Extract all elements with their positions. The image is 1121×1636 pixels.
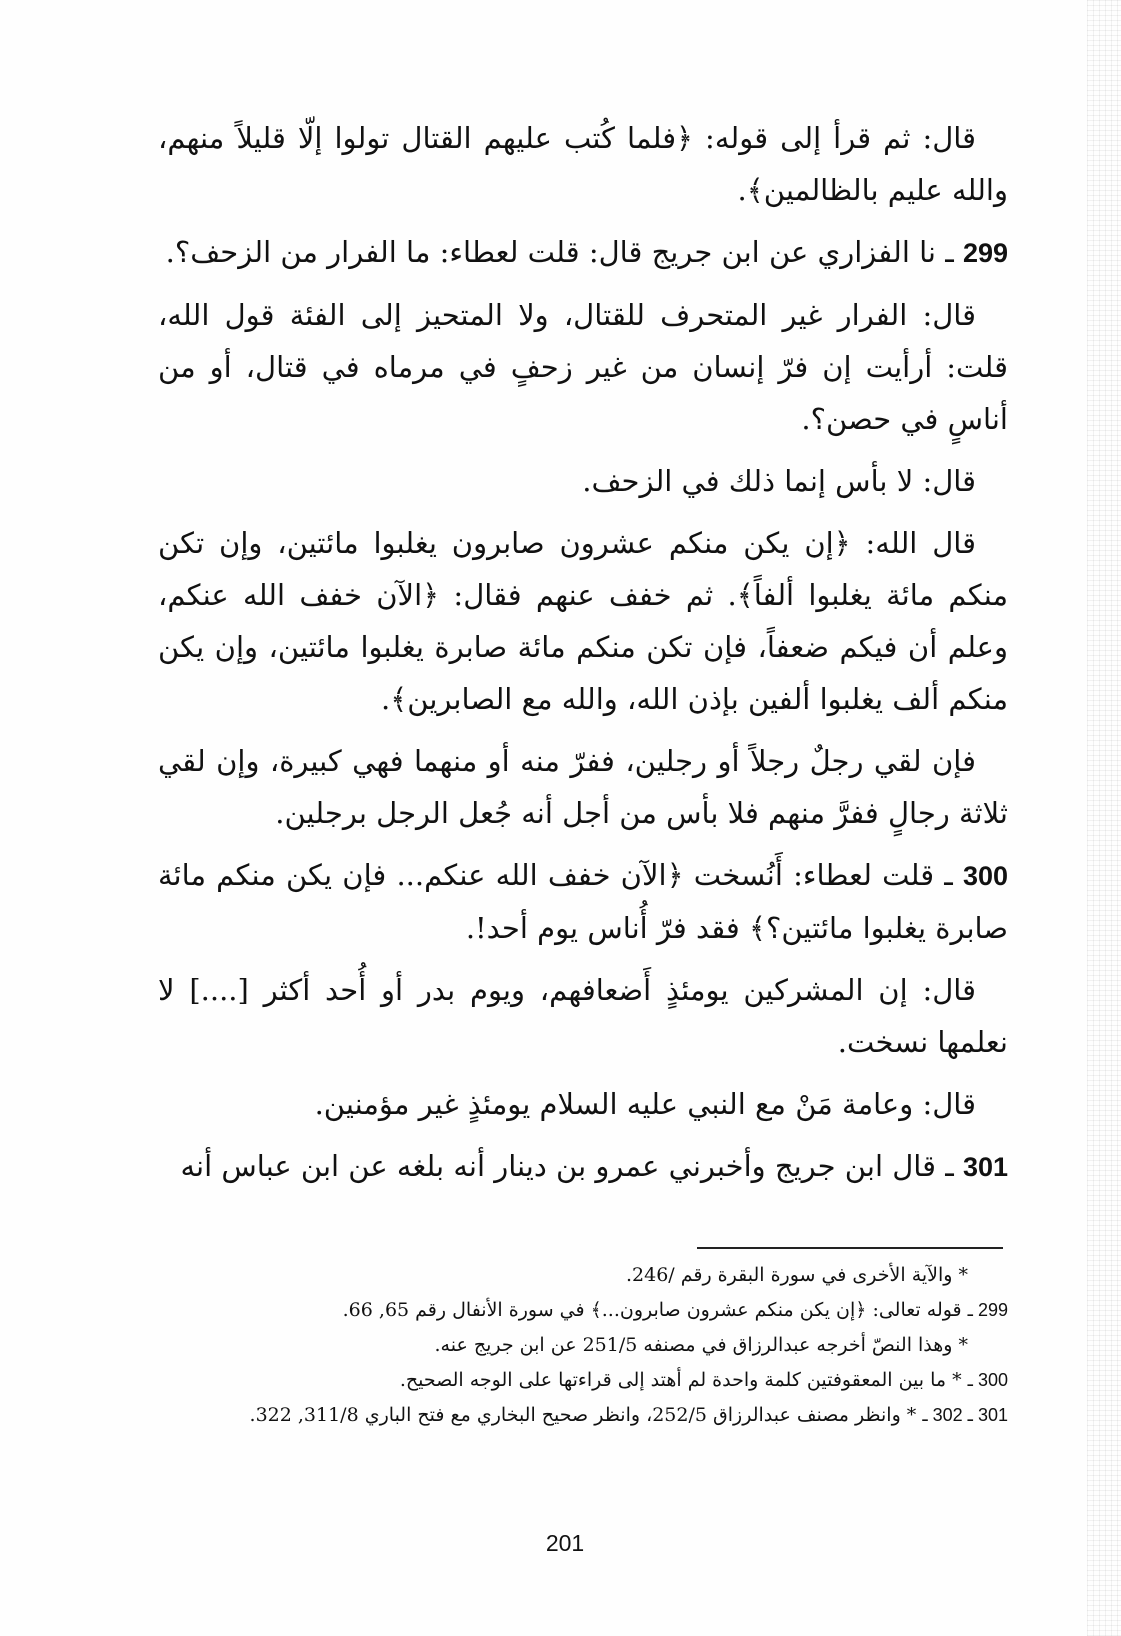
hadith-number: 299 [962, 238, 1008, 268]
page-number: 201 [545, 1530, 585, 1556]
footnote [158, 1363, 1008, 1398]
paragraph-text: فإن لقي رجلٌ رجلاً أو رجلين، ففرّ منه أو منهما فهي كبيرة، وإن لقي ثلاثة رجالٍ ففرَّ منهم فلا بأس من أجل أنه جُعل الرجل برجلين. [158, 744, 1008, 830]
paragraph-301 [158, 1140, 1008, 1193]
paragraph [158, 1078, 1008, 1130]
hadith-number: 300 [962, 861, 1008, 891]
paragraph-300 [158, 849, 1008, 954]
paragraph [158, 112, 1008, 216]
footnote-label: 299 ـ [967, 1300, 1008, 1320]
paragraph-text: قال: وعامة مَنْ مع النبي عليه السلام يومئذٍ غير مؤمنين. [314, 1087, 976, 1121]
footnote-label: 300 ـ [967, 1370, 1008, 1390]
paragraph [158, 289, 1008, 445]
footnote [158, 1293, 1008, 1328]
hadith-number: 301 [962, 1152, 1008, 1182]
footnote-text: * ما بين المعقوفتين كلمة واحدة لم أهتد إلى قراءتها على الوجه الصحيح. [399, 1369, 968, 1391]
paragraph [158, 964, 1008, 1068]
footnote [158, 1328, 1008, 1363]
footnote-divider [697, 1247, 1003, 1249]
paragraph-text: قال: إن المشركين يومئذٍ أَضعافهم، ويوم بدر أو أُحد أكثر [....] لا نعلمها نسخت. [158, 973, 1008, 1059]
footnote-label: 301 ـ 302 ـ [922, 1405, 1008, 1425]
footnote [158, 1398, 1008, 1433]
paragraph-text: قال: الفرار غير المتحرف للقتال، ولا المتحيز إلى الفئة قول الله، قلت: أرأيت إن فرّ إنسان من غير زحفٍ في مرماه في قتال، أو من أناسٍ في حصن؟. [158, 298, 1008, 436]
scan-edge-noise [1087, 0, 1121, 1636]
paragraph-text: قال: ثم قرأ إلى قوله: ﴿فلما كُتب عليهم القتال تولوا إلّا قليلاً منهم، والله عليم بالظالمين﴾. [158, 121, 1008, 207]
footnote-text: * وانظر مصنف عبدالرزاق 252/5، وانظر صحيح البخاري مع فتح الباري 311/8, 322. [249, 1404, 923, 1426]
paragraph-text: ـ قال ابن جريج وأخبرني عمرو بن دينار أنه بلغه عن ابن عباس أنه [180, 1149, 963, 1183]
footnote-text: قوله تعالى: ﴿إن يكن منكم عشرون صابرون...﴾ في سورة الأنفال رقم 65, 66. [342, 1299, 968, 1321]
paragraph-299 [158, 226, 1008, 279]
paragraph-text: قال: لا بأس إنما ذلك في الزحف. [582, 464, 976, 498]
footnote [158, 1258, 1008, 1293]
footnote-text: * والآية الأخرى في سورة البقرة رقم /246. [625, 1264, 968, 1286]
paragraph-text: ـ نا الفزاري عن ابن جريج قال: قلت لعطاء: ما الفرار من الزحف؟. [165, 235, 963, 269]
paragraph [158, 517, 1008, 725]
paragraph-text: ـ قلت لعطاء: أَنُسخت ﴿الآن خفف الله عنكم... فإن يكن منكم مائة صابرة يغلبوا مائتين؟﴾ فقد فرّ أُناس يوم أحد!. [158, 858, 1008, 945]
paragraph [158, 455, 1008, 507]
footnotes [158, 1258, 1008, 1433]
paragraph-text: قال الله: ﴿إن يكن منكم عشرون صابرون يغلبوا مائتين، وإن تكن منكم مائة يغلبوا ألفاً﴾. ثم خفف عنهم فقال: ﴿الآن خفف الله عنكم، وعلم أن فيكم ضعفاً، فإن تكن منكم مائة صابرة يغلبوا مائتين، وإن يكن منكم ألف يغلبوا ألفين بإذن الله، والله مع الصابرين﴾. [158, 526, 1008, 716]
main-text [158, 112, 1008, 1203]
footnote-text: * وهذا النصّ أخرجه عبدالرزاق في مصنفه 251/5 عن ابن جريج عنه. [434, 1334, 968, 1356]
paragraph [158, 735, 1008, 839]
